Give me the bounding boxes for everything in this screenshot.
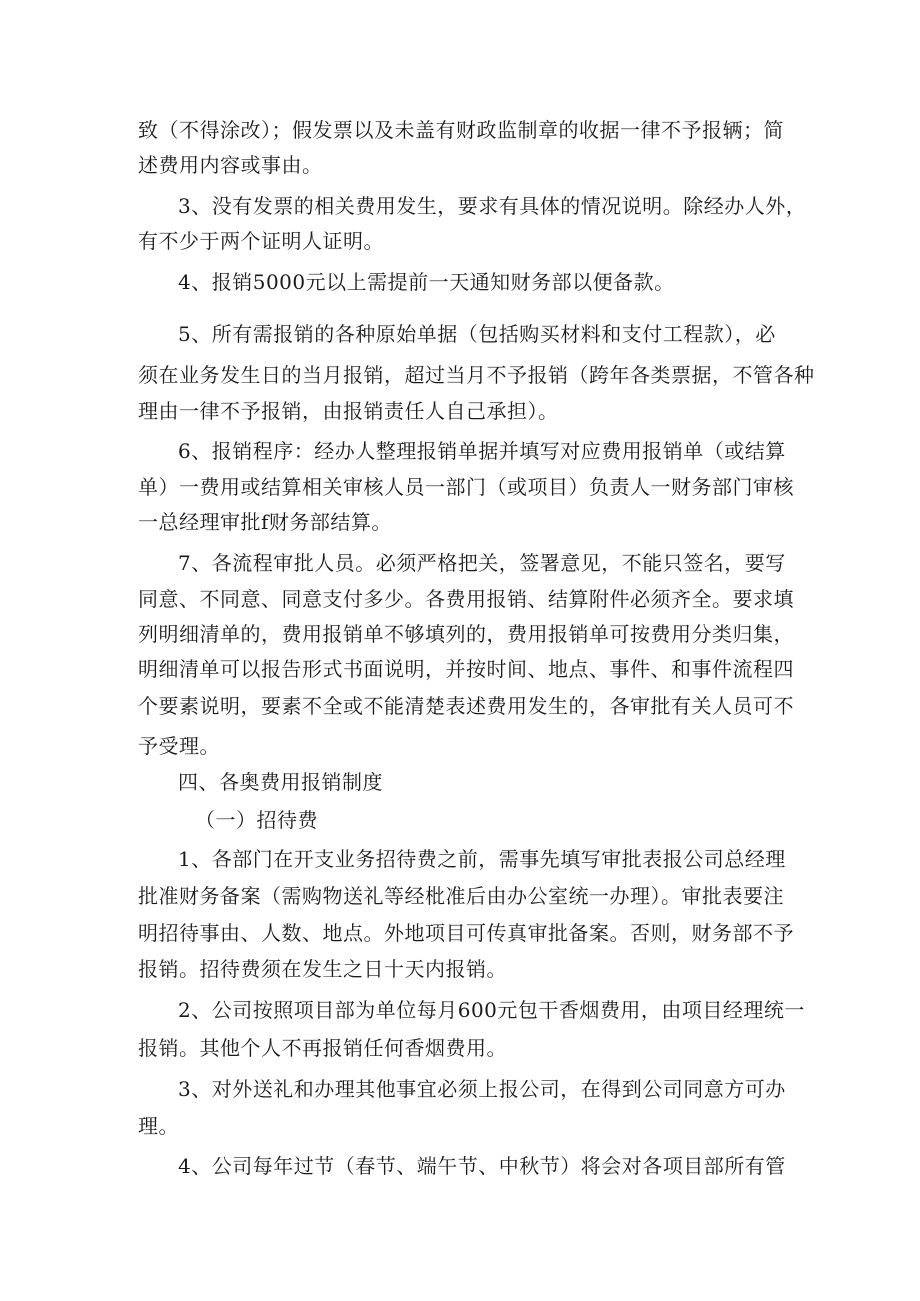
text-line: 述费用内容或事由。 [138, 153, 323, 177]
text-line: 报销。招待费须在发生之日十天内报销。 [138, 957, 507, 981]
text-line: 列明细清单的，费用报销单不够填列的，费用报销单可按费用分类归集， [138, 622, 794, 646]
subsection-heading: （一）招待费 [195, 808, 318, 832]
text-line: 7、各流程审批人员。必须严格把关，签署意见，不能只签名，要写 [178, 551, 786, 575]
text-line: 3、对外送礼和办理其他事宜必须上报公司，在得到公司同意方可办 [178, 1077, 786, 1101]
text-line: 有不少于两个证明人证明。 [138, 229, 384, 253]
text-line: 明招待事由、人数、地点。外地项目可传真审批备案。否则，财务部不予 [138, 921, 794, 945]
text-line: 报销。其他个人不再报销任何香烟费用。 [138, 1036, 507, 1060]
text-line: 理由一律不予报销，由报销责任人自己承担）。 [138, 399, 559, 423]
text-line: 致（不得涂改）；假发票以及未盖有财政监制章的收据一律不予报辆；简 [138, 118, 784, 142]
text-line: 单）一费用或结算相关审核人员一部门（或项目）负责人一财务部门审核 [138, 475, 794, 499]
text-line: 批准财务备案（需购物送礼等经枇准后由办公室统一办理）。审批表要注 [138, 884, 784, 908]
text-line: 4、公司每年过节（春节、端午节、中秋节）将会对各项目部所有管 [178, 1154, 786, 1178]
text-line: 一总经理审批f财务部结算。 [138, 510, 392, 534]
text-line: 1、各部门在开支业务招待费之前，需事先填写审批表报公司总经理 [178, 847, 786, 871]
section-heading: 四、各奥费用报销制度 [178, 770, 383, 794]
text-line: 6、报销程序：经办人整理报销单据并填写对应费用报销单（或结算 [178, 439, 786, 463]
text-line: 须在业务发生日的当月报销，超过当月不予报销（跨年各类票据，不管各种 [138, 363, 815, 387]
text-line: 3、没有发票的相关费用发生，要求有具体的情况说明。除经办人外， [178, 194, 807, 218]
text-line: 明细清单可以报告形式书面说明，并按时间、地点、事件、和事件流程四 [138, 657, 794, 681]
text-line: 5、所有需报销的各种原始单据（包括购买材料和支付工程款），必 [178, 322, 776, 346]
text-line: 2、公司按照项目部为单位每月600元包干香烟费用，由项目经理统一 [178, 998, 805, 1022]
text-line: 同意、不同意、同意支付多少。各费用报销、结算附件必须齐全。要求填 [138, 587, 794, 611]
text-line: 4、报销5000元以上需提前一天通知财务部以便备款。 [178, 270, 675, 294]
text-line: 个要素说明，要素不全或不能清楚表述费用发生的，各审批有关人员可不 [138, 694, 794, 718]
text-line: 理。 [138, 1114, 179, 1138]
text-line: 予受理。 [138, 734, 220, 758]
